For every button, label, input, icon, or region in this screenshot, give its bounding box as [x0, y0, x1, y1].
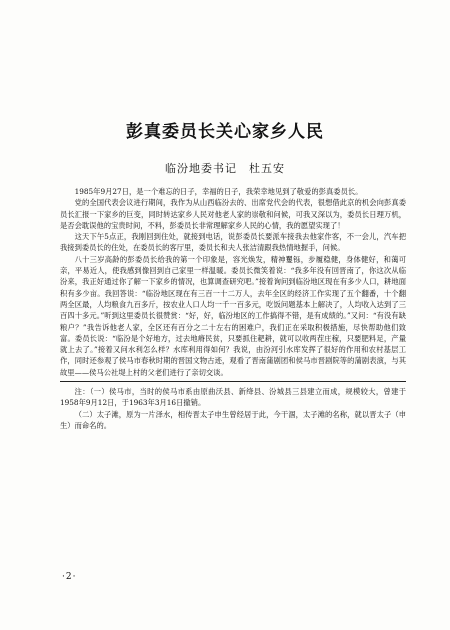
footnote: （二）太子滩，原为一片泽水，相传晋太子申生曾经居于此，今干涸，太子滩的名称，就以晋太子（申生）而命名的。 [60, 409, 406, 430]
body-paragraph: 这天下午5点正，我刚回到住处，就接到电话，说彭委员长要派车接我去他家作客，不一会儿，汽车把我接到委员长的住处，在委员长的客厅里，委员长和夫人张洁清跟我热情地握手，问候。 [60, 232, 406, 253]
article-body [60, 186, 406, 431]
article-byline: 临汾地委书记 杜五安 [165, 162, 285, 175]
footnote-divider [60, 381, 406, 382]
body-paragraph: 党的全国代表会议进行期间，我作为从山西临汾去的、出席党代会的代表，很想借此京的机会向彭真委员长汇报一下家乡的巨变，同时转达家乡人民对他老人家的崇敬和问候，可我又深以为，委员长日理万机，是否会耽误他的宝贵时间，不料，彭委员长非常理解家乡人民的心情，我的愿望实现了！ [60, 198, 406, 230]
article-title: 彭真委员长关心家乡人民 [126, 122, 324, 142]
body-paragraph: 1985年9月27日，是一个难忘的日子，幸福的日子，我荣幸地见到了敬爱的彭真委员长。 [74, 187, 363, 196]
footnote: 注：（一）侯马市，当时的侯马市系由原曲沃县、新绛县、汾城县三县建立而成，规模较大，曾建于1958年9月12日，于1963年3月16日撤销。 [60, 387, 406, 408]
page-number: ·2· [62, 572, 77, 582]
body-paragraph: 八十三岁高龄的彭委员长给我的第一个印象是，容光焕发，精神矍铄，步履稳健，身体健好，和蔼可亲，平易近人，使我感到像回到自己家里一样温暖。委员长微笑着说：“我多年没有回晋南了，你这次从临汾来，我正好通过你了解一下家乡的情况，也算调查研究吧。”接着询问到临汾地区现在有多少人口，耕地面积有多少亩。我回答说：“临汾地区现在有三百一十二万人，去年全区的经济工作实现了五个翻番，十个翻两全区最，人均粮食九百多斤，按农业人口人均一千一百多元，吃饭问题基本上解决了，人均收入达到了三百四十多元。”听到这里委员长很赞赏：“好，好，临汾地区的工作搞得不错，是有成绩的。”又问：“有没有缺粮户？”我告诉他老人家，全区还有百分之二十左右的困难户，我们正在采取积极措施，尽快帮助他们致富。委员长说：“临汾是个好地方，过去地瘠民贫，只要抓住耙耕，就可以收两茬庄稼，只要肥料足，产量就上去了。”接着又问水利怎么样？水库利用得如何？我说，由汾河引水库发挥了很好的作用和农村基层工作，同时还参观了侯马市春秋时期的晋国文物古迹，观看了晋南蒲剧团和侯马市晋剧院等的蒲剧表演，与其故里——侯马公社堤上村的父老们进行了亲切交谈。 [60, 254, 406, 377]
